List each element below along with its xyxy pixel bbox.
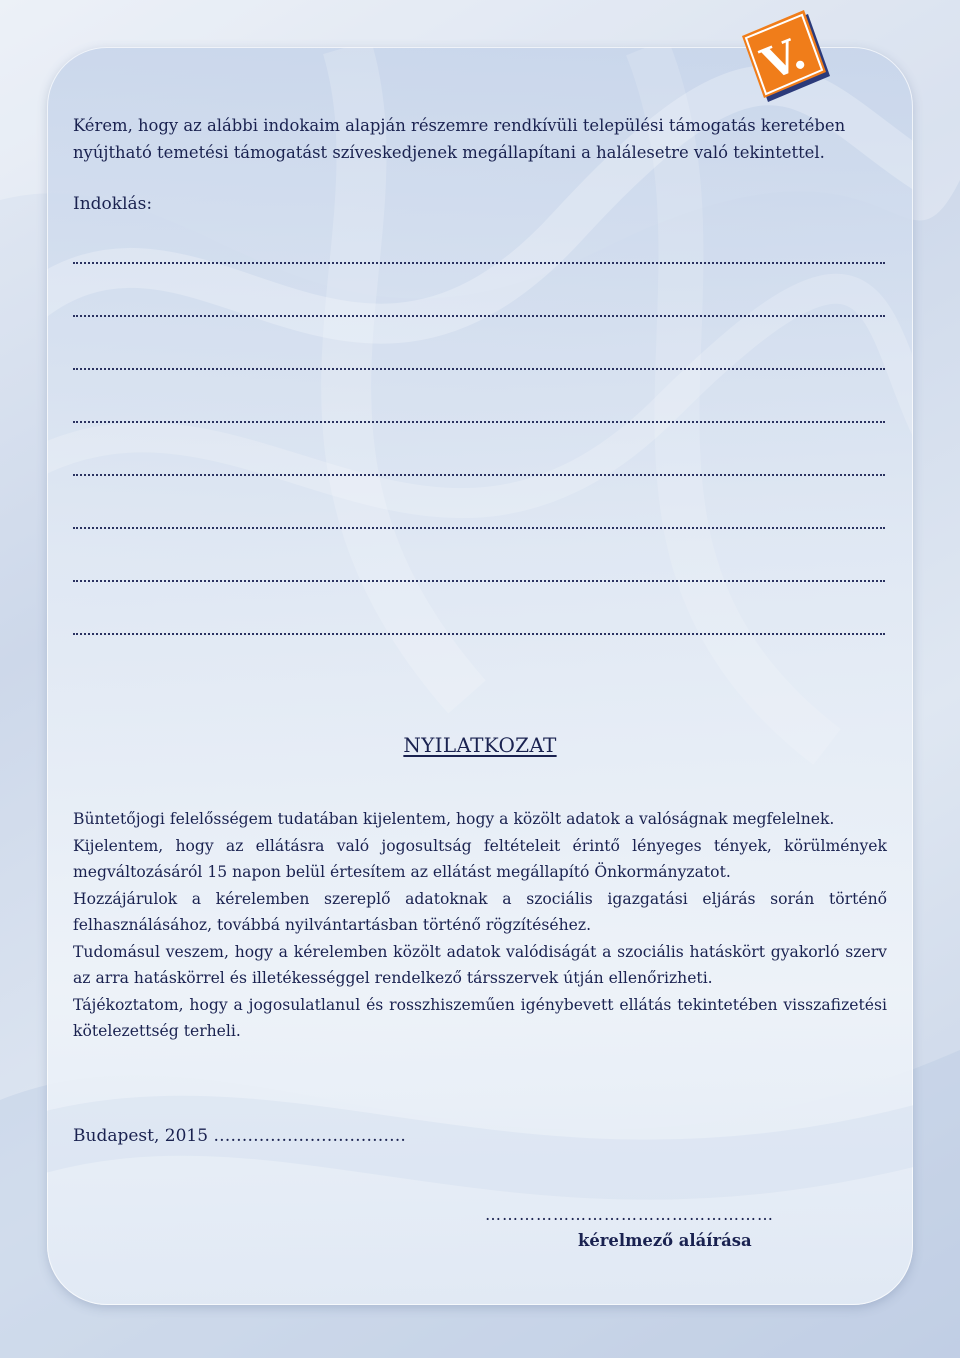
reason-line-8[interactable] [73,633,885,635]
form-card [47,47,913,1305]
reason-line-7[interactable] [73,580,885,582]
intro-paragraph: Kérem, hogy az alábbi indokaim alapján részemre rendkívüli települési támogatás keretében nyújtható temetési támogatást szíveskedjenek megállapítani a halálesetre való tekintettel. [73,116,846,162]
reason-line-3[interactable] [73,368,885,370]
declaration-text [73,806,887,1045]
reason-line-5[interactable] [73,474,885,476]
declaration-paragraph-2: Kijelentem, hogy az ellátásra való jogosultság feltételeit érintő lényeges tények, körülmények megváltozásáról 15 napon belül értesítem az ellátást megállapító Önkormányzatot. [73,836,887,881]
reason-line-4[interactable] [73,421,885,423]
reason-line-1[interactable] [73,262,885,264]
district-v-logo-icon [738,10,838,106]
declaration-title-text: NYILATKOZAT [403,733,557,757]
declaration-paragraph-4: Tudomásul veszem, hogy a kérelemben közölt adatok valódiságát a szociális hatáskört gyakorló szerv az arra hatáskörrel és illetékességgel rendelkező társszervek útján ellenőrizheti. [73,942,887,987]
declaration-paragraph-1: Büntetőjogi felelősségem tudatában kijelentem, hogy a közölt adatok a valóságnak megfelelnek. [73,810,835,828]
signature-label: kérelmező aláírása [578,1231,752,1250]
logo-letter: V. [754,28,813,92]
declaration-title [73,733,887,757]
signature-line[interactable]: …………………………………………… [485,1205,774,1224]
reason-line-2[interactable] [73,315,885,317]
reason-label: Indoklás: [73,194,153,214]
reason-line-6[interactable] [73,527,885,529]
declaration-paragraph-5: Tájékoztatom, hogy a jogosulatlanul és rosszhiszeműen igénybevett ellátás tekintetében visszafizetési kötelezettség terheli. [73,995,887,1040]
declaration-paragraph-3: Hozzájárulok a kérelemben szereplő adatoknak a szociális igazgatási eljárás során történő felhasználásához, továbbá nyilvántartásban történő rögzítéséhez. [73,889,887,934]
date-line[interactable]: Budapest, 2015 ……………………………. [73,1126,406,1146]
card-background-streaks [47,47,913,1305]
